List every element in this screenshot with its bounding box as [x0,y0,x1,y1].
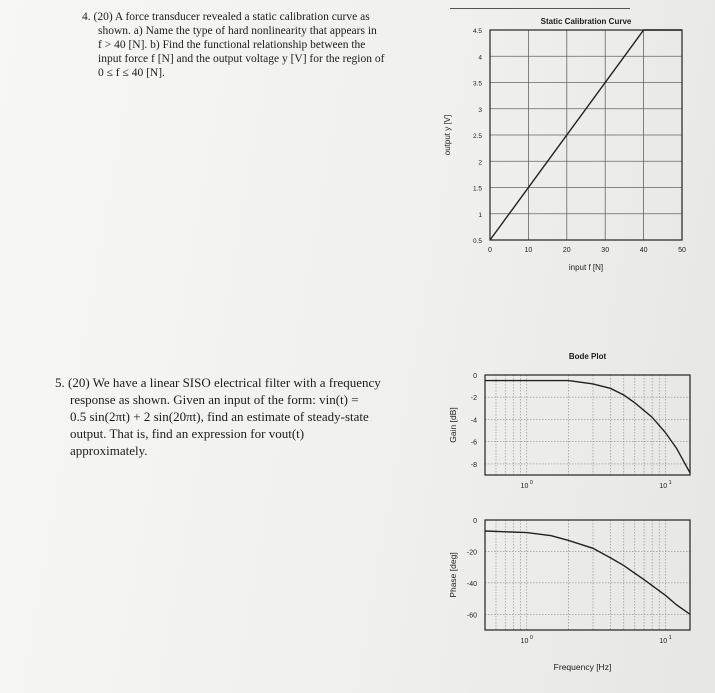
x-tick-label: 10 $^1$ [659,480,672,490]
x-tick-label: 10 $^0$ [520,480,533,490]
y-tick-label: 0.5 [472,238,482,245]
x-tick-label: 10 $^1$ [659,635,672,645]
problem-5-text [55,374,440,459]
y-axis-label: Gain [dB] [448,407,458,443]
problem-4-text [82,10,442,80]
y-tick-label: 1 [478,211,482,219]
x-axis-label: input f [N] [568,263,604,272]
y-tick-label: 2.5 [472,133,482,140]
x-tick-label: 0 [488,247,492,254]
y-axis-label: Phase [deg] [448,552,458,598]
problem-5-line: response as shown. Given an input of the form: vin(t) = [70,392,359,407]
problem-5-line: approximately. [70,443,148,458]
y-tick-label: -4 [470,417,477,425]
y-tick-label: 0 [473,373,477,380]
x-tick-label: 20 [562,247,571,254]
y-tick-label: -8 [470,461,477,469]
x-tick-label: 50 [678,247,686,254]
y-tick-label: -60 [466,612,477,620]
x-tick-label: 30 [601,247,610,254]
problem-4-line: f > 40 [N]. b) Find the functional relationship between the [98,39,366,51]
bode-plot-chart [440,345,715,680]
y-axis-label: output y [V] [443,114,452,156]
problem-5-line: 5. (20) We have a linear SISO electrical filter with a frequency [55,375,381,390]
y-tick-label: -6 [470,439,477,447]
x-tick-label: 10 $^0$ [520,635,533,645]
static-calibration-chart [420,10,710,280]
y-tick-label: 3 [478,106,482,114]
y-tick-label: 0 [473,518,477,525]
page-top-rule [450,8,630,9]
chart-title: Static Calibration Curve [540,17,632,26]
problem-4-line: 4. (20) A force transducer revealed a static calibration curve as [82,11,370,23]
problem-5-line: output. That is, find an expression for vout(t) [70,426,305,441]
y-tick-label: -20 [466,549,477,557]
x-tick-label: 40 [639,247,648,254]
y-tick-label: -2 [470,395,477,403]
y-tick-label: -40 [466,580,477,588]
problem-4-line: 0 ≤ f ≤ 40 [N]. [98,67,165,79]
y-tick-label: 4 [478,54,482,62]
y-tick-label: 4.5 [472,28,482,35]
chart-title: Bode Plot [568,352,607,361]
problem-4-line: shown. a) Name the type of hard nonlinearity that appears in [98,25,377,37]
problem-5-line: 0.5 sin(2πt) + 2 sin(20πt), find an estimate of steady-state [70,409,369,424]
problem-4-line: input force f [N] and the output voltage y [V] for the region of [98,53,385,65]
x-tick-label: 10 [524,247,533,254]
x-axis-label: Frequency [Hz] [553,662,612,672]
y-tick-label: 3.5 [472,80,482,88]
y-tick-label: 2 [478,159,482,167]
y-tick-label: 1.5 [472,185,482,193]
